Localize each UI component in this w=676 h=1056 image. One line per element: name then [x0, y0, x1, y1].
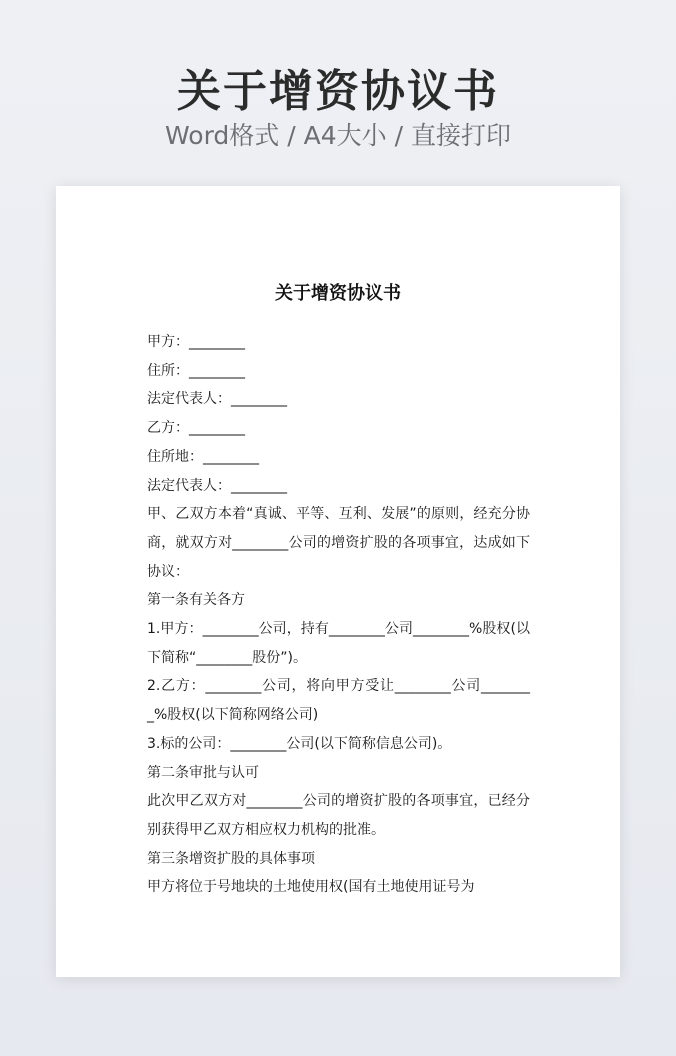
document-title: 关于增资协议书: [275, 283, 401, 304]
page-subtitle: Word格式 / A4大小 / 直接打印: [165, 121, 511, 150]
party-a-line: 甲方：________: [147, 334, 245, 350]
article-3-paragraph: 甲方将位于号地块的土地使用权(国有土地使用证号为: [147, 879, 475, 896]
address-b-line: 住所地：________: [147, 448, 259, 465]
document-body: [147, 328, 530, 902]
article-2-paragraph: 此次甲乙双方对________公司的增资扩股的各项事宜，已经分别获得甲乙双方相应权力机构的批准。: [147, 793, 530, 838]
article-1-item-1: 1.甲方：________公司，持有________公司________%股权(以下简称“________股份”)。: [147, 621, 530, 666]
article-2-heading: 第二条审批与认可: [147, 764, 259, 781]
article-1-item-3: 3.标的公司：________公司(以下简称信息公司)。: [147, 735, 452, 752]
legal-rep-b-line: 法定代表人：________: [147, 477, 287, 494]
article-1-item-2: 2.乙方：________公司，将向甲方受让________公司________%股权(以下简称网络公司): [147, 678, 530, 724]
page-title: 关于增资协议书: [177, 66, 499, 117]
article-1-heading: 第一条有关各方: [147, 592, 245, 609]
document-page: [56, 186, 620, 977]
party-b-line: 乙方：________: [147, 420, 245, 437]
article-3-heading: 第三条增资扩股的具体事项: [147, 850, 315, 867]
address-line: 住所：________: [147, 362, 245, 379]
preamble-paragraph: 甲、乙双方本着“真诚、平等、互利、发展”的原则，经充分协商，就双方对________公司的增资扩股的各项事宜，达成如下协议：: [147, 506, 530, 580]
legal-rep-a-line: 法定代表人：________: [147, 391, 287, 408]
